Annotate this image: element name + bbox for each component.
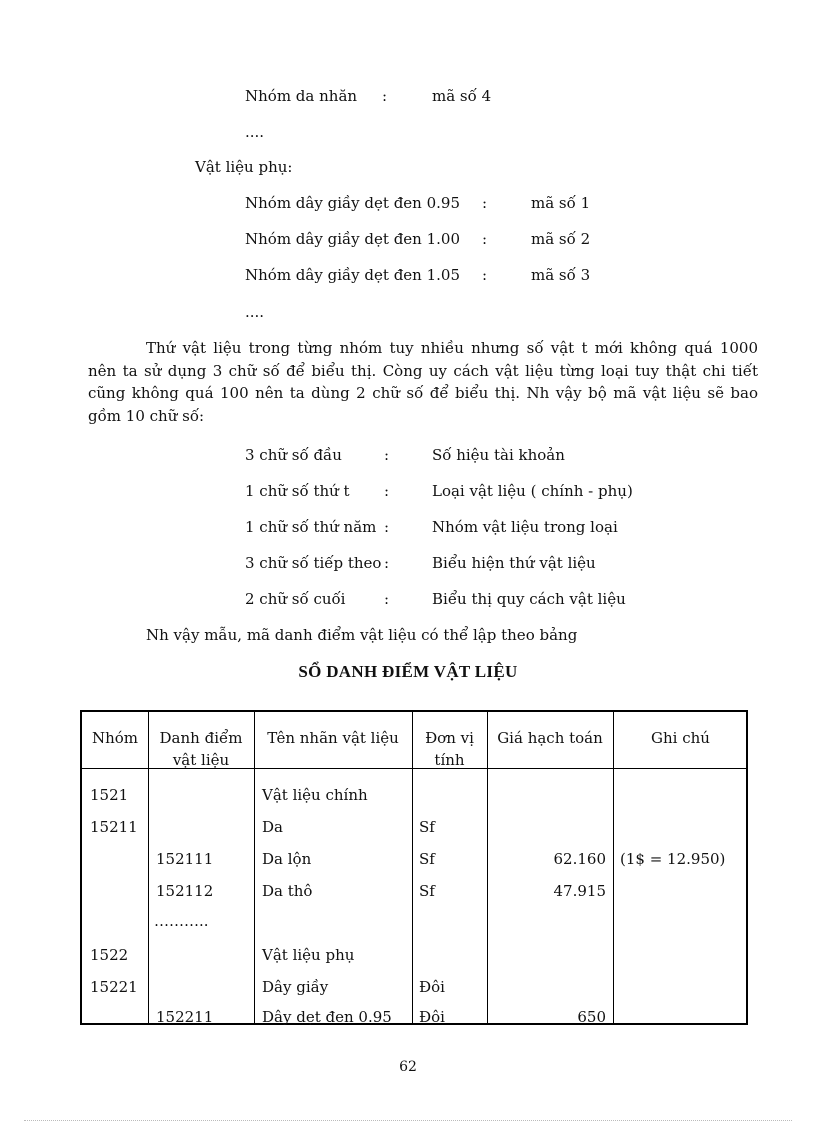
closing-sentence: Nh vậy mẫu, mã danh điểm vật liệu có thể lập theo bảng — [146, 626, 578, 644]
column-divider — [254, 712, 255, 1023]
cell-name: Da lộn — [262, 850, 312, 868]
header-cell: Đơn vị tính — [425, 729, 474, 769]
list-item: Nhóm dây giầy dẹt đen 1.05 — [245, 266, 461, 284]
code-part-label: 3 chữ số tiếp theo — [245, 554, 382, 572]
table-title: SỔ DANH ĐIỂM VẬT LIỆU — [298, 662, 518, 681]
cell-name: Dây giầy — [262, 978, 329, 996]
code-part-label: 1 chữ số thứ năm — [245, 518, 377, 536]
paragraph-line: cũng không quá 100 nên ta dùng 2 chữ số để biểu thị. Nh vậy bộ mã vật liệu sẽ bao — [88, 384, 758, 402]
header-cell: Tên nhãn vật liệu — [267, 729, 399, 747]
cell-group: 15221 — [90, 978, 138, 996]
code-part-desc: Loại vật liệu ( chính - phụ) — [432, 482, 633, 500]
separator: : — [482, 194, 488, 212]
cell-price: 650 — [577, 1008, 606, 1026]
column-divider — [613, 712, 614, 1023]
cell-unit: Đôi — [419, 978, 445, 996]
separator: : — [482, 230, 488, 248]
cell-code: ……….. — [154, 912, 209, 930]
cell-code: 152112 — [156, 882, 214, 900]
separator: : — [384, 590, 390, 608]
cell-note: (1$ = 12.950) — [620, 850, 726, 868]
cell-name: Vật liệu chính — [262, 786, 368, 804]
code-part-label: 2 chữ số cuối — [245, 590, 346, 608]
list-value: mã số 2 — [531, 230, 591, 248]
cell-price: 47.915 — [553, 882, 606, 900]
list-value: mã số 4 — [432, 87, 492, 105]
cell-unit: Đôi — [419, 1008, 445, 1026]
separator: : — [384, 518, 390, 536]
material-code-table — [80, 710, 748, 1025]
footer-rule — [24, 1120, 792, 1121]
body-paragraph — [88, 337, 758, 427]
section-heading: Vật liệu phụ: — [195, 158, 293, 176]
list-value: mã số 1 — [531, 194, 591, 212]
code-part-label: 3 chữ số đầu — [245, 446, 342, 464]
header-cell: Nhóm — [91, 729, 139, 747]
page-number: 62 — [399, 1059, 417, 1075]
separator: : — [482, 266, 488, 284]
column-divider — [487, 712, 488, 1023]
cell-group: 15211 — [90, 818, 138, 836]
code-part-label: 1 chữ số thứ t — [245, 482, 350, 500]
paragraph-line: nên ta sử dụng 3 chữ số để biểu thị. Còng uy cách vật liệu từng loại tuy thật chi tiết — [88, 361, 758, 380]
cell-name: Da thô — [262, 882, 313, 900]
paragraph-line: gồm 10 chữ số: — [88, 406, 205, 425]
separator: : — [384, 446, 390, 464]
header-cell: Danh điểm vật liệu — [159, 729, 243, 769]
cell-price: 62.160 — [553, 850, 606, 868]
code-part-desc: Số hiệu tài khoản — [432, 446, 565, 464]
list-value: mã số 3 — [531, 266, 591, 284]
cell-unit: Sf — [419, 850, 435, 868]
separator: : — [384, 482, 390, 500]
ellipsis: .... — [245, 303, 265, 321]
cell-unit: Sf — [419, 818, 435, 836]
cell-group: 1521 — [90, 786, 129, 804]
ellipsis: .... — [245, 123, 265, 141]
cell-name: Da — [262, 818, 283, 836]
list-item: Nhóm dây giầy dẹt đen 0.95 — [245, 194, 461, 212]
cell-code: 152111 — [156, 850, 214, 868]
cell-name: Vật liệu phụ — [262, 946, 355, 964]
cell-code: 152211 — [156, 1008, 214, 1026]
cell-group: 1522 — [90, 946, 129, 964]
separator: : — [382, 87, 388, 105]
code-part-desc: Biểu thị quy cách vật liệu — [432, 590, 626, 608]
code-part-desc: Biểu hiện thứ vật liệu — [432, 554, 596, 572]
list-item: Nhóm dây giầy dẹt đen 1.00 — [245, 230, 461, 248]
header-cell: Ghi chú — [651, 729, 710, 747]
cell-unit: Sf — [419, 882, 435, 900]
paragraph-line: Thứ vật liệu trong từng nhóm tuy nhiều nhưng số vật t mới không quá 1000 — [146, 339, 758, 357]
cell-name: Dây dẹt đen 0.95 — [262, 1008, 392, 1026]
header-cell: Giá hạch toán — [497, 729, 603, 747]
separator: : — [384, 554, 390, 572]
list-item: Nhóm da nhăn — [245, 87, 358, 105]
code-part-desc: Nhóm vật liệu trong loại — [432, 518, 618, 536]
